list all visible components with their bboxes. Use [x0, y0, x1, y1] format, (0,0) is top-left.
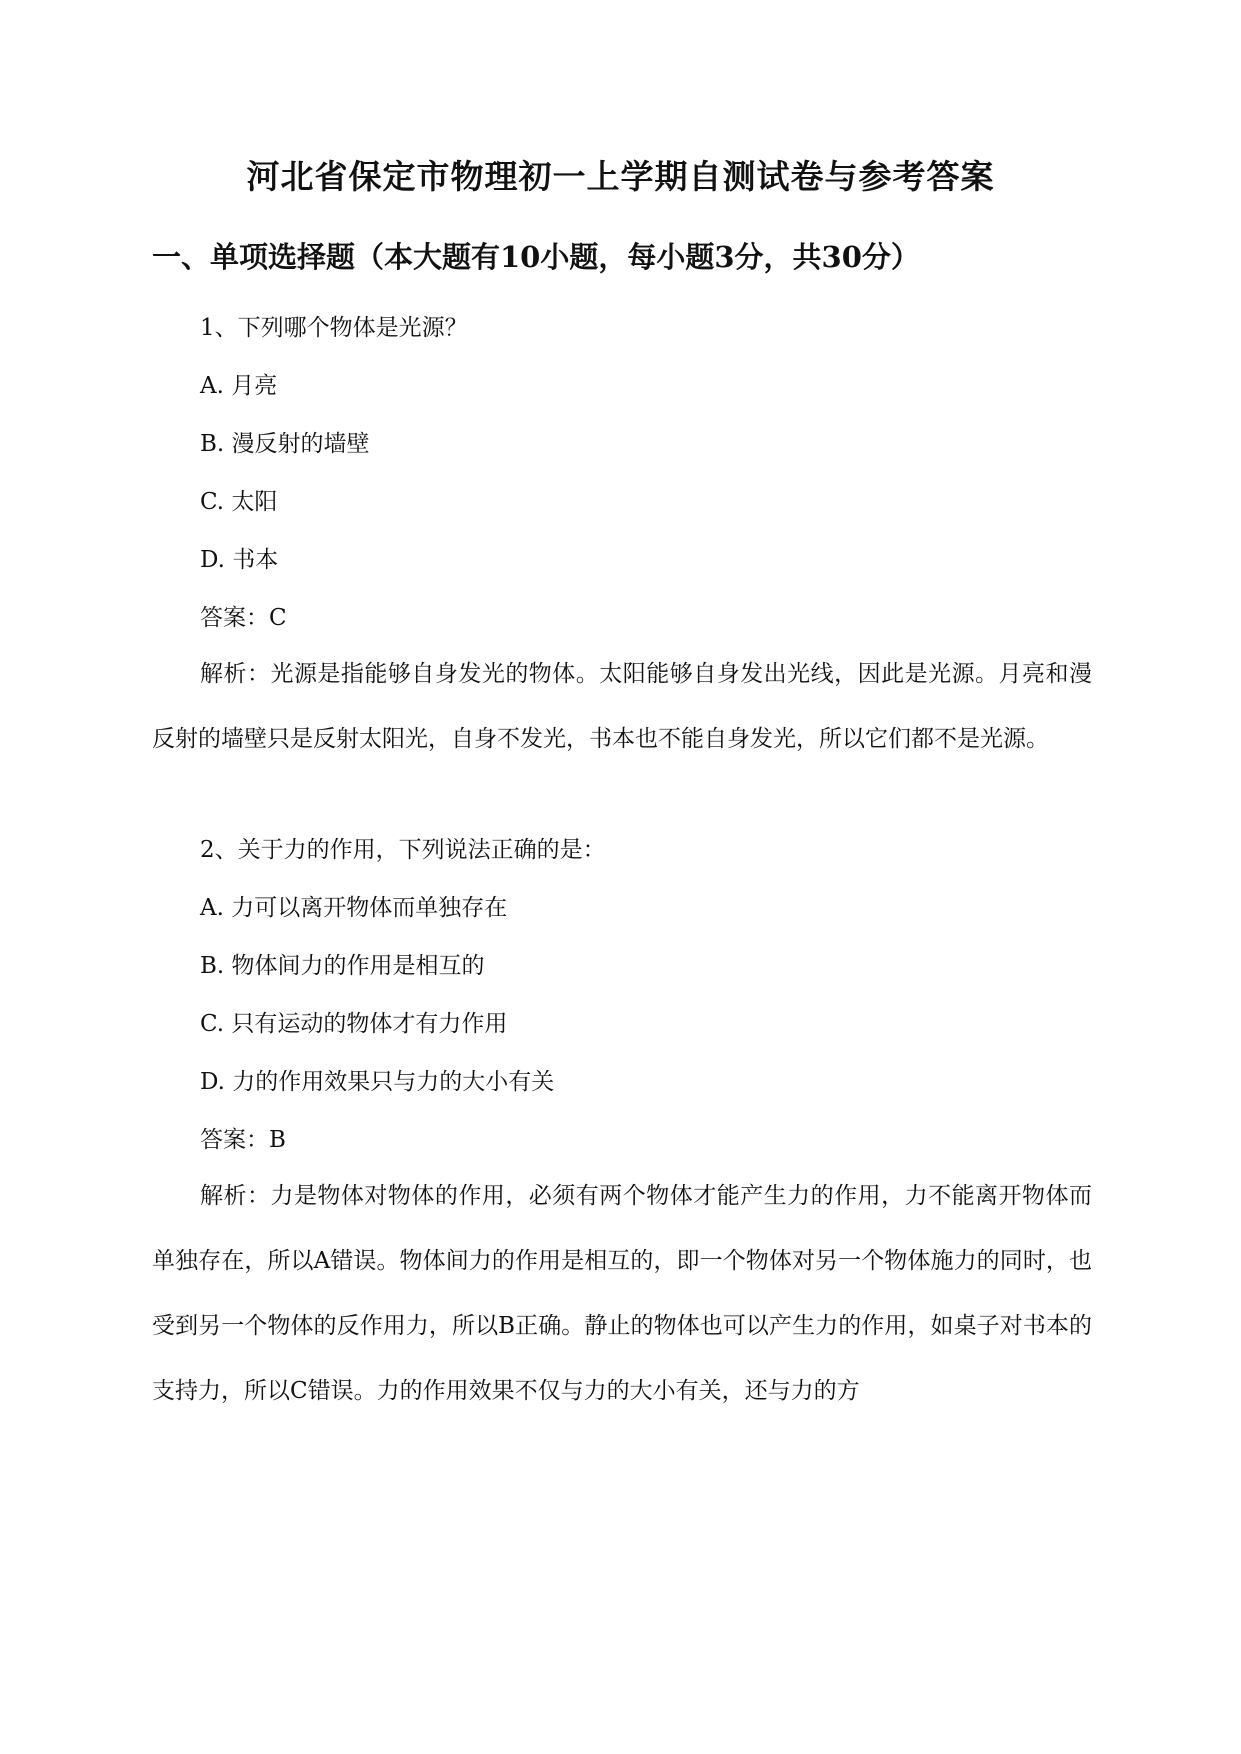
question-2-option-a: A. 力可以离开物体而单独存在 [200, 895, 508, 921]
question-2-answer: 答案：B [200, 1127, 286, 1153]
question-2-analysis: 解析：力是物体对物体的作用，必须有两个物体才能产生力的作用，力不能离开物体而单独存在，所以A错误。物体间力的作用是相互的，即一个物体对另一个物体施力的同时，也受到另一个物体的反作用力，所以B正确。静止的物体也可以产生力的作用，如桌子对书本的支持力，所以C错误。力的作用效果不仅与力的大小有关，还与力的方 [152, 1183, 1092, 1404]
document-title: 河北省保定市物理初一上学期自测试卷与参考答案 [246, 157, 995, 196]
section-heading: 一、单项选择题（本大题有10小题，每小题3分，共30分） [152, 240, 920, 274]
question-2-option-b: B. 物体间力的作用是相互的 [200, 953, 485, 979]
question-1-option-c: C. 太阳 [200, 489, 278, 515]
question-2-stem: 2、关于力的作用，下列说法正确的是： [200, 837, 606, 863]
question-2-option-c: C. 只有运动的物体才有力作用 [200, 1011, 508, 1037]
question-1-stem: 1、下列哪个物体是光源？ [200, 315, 468, 341]
question-2-option-d: D. 力的作用效果只与力的大小有关 [200, 1069, 555, 1095]
question-1-option-d: D. 书本 [200, 547, 279, 573]
question-1-answer: 答案：C [200, 605, 287, 631]
question-1-analysis: 解析：光源是指能够自身发光的物体。太阳能够自身发出光线，因此是光源。月亮和漫反射的墙壁只是反射太阳光，自身不发光，书本也不能自身发光，所以它们都不是光源。 [152, 661, 1092, 752]
question-1-option-a: A. 月亮 [200, 373, 278, 399]
question-1-option-b: B. 漫反射的墙壁 [200, 431, 370, 457]
